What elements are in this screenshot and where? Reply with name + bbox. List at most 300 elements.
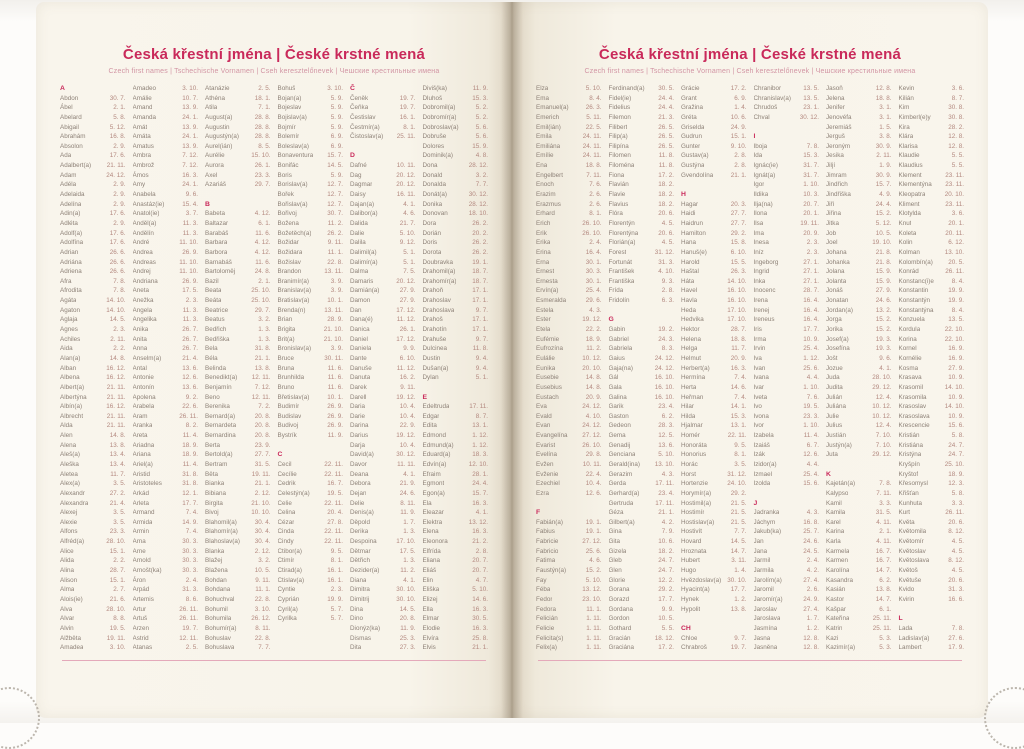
name-entry <box>899 479 965 489</box>
name-entry <box>205 132 271 142</box>
name-entry <box>205 421 271 431</box>
name-entry <box>423 267 489 277</box>
date-text: 2. 8. <box>661 287 674 295</box>
name-entry <box>754 614 820 624</box>
name-text: Celestýn(a) <box>277 489 310 497</box>
name-text: Boris <box>277 171 292 179</box>
date-text: 31. 5. <box>875 509 892 517</box>
name-text: Azariáš <box>205 181 226 189</box>
name-text: Hermína <box>681 374 706 382</box>
name-text: Diviš(ka) <box>422 85 447 92</box>
name-entry <box>133 624 199 634</box>
date-text: 30. 5. <box>472 615 488 623</box>
name-text: Inka <box>753 277 766 285</box>
date-text: 16. 1. <box>327 576 343 584</box>
name-entry <box>609 94 675 104</box>
date-text: 9. 5. <box>330 547 343 555</box>
name-entry <box>899 161 965 171</box>
name-text: Gilbert(a) <box>608 518 635 526</box>
name-entry <box>278 402 344 412</box>
name-entry <box>423 151 489 161</box>
name-entry <box>278 508 344 518</box>
name-text: Klotylda <box>898 210 921 218</box>
name-text: Cyril(a) <box>277 605 298 613</box>
date-text: 23. 11. <box>945 171 964 179</box>
name-text: Elena <box>422 528 439 536</box>
name-text: Johana <box>826 248 847 256</box>
name-text: Darius <box>350 432 369 440</box>
name-entry <box>278 296 344 306</box>
name-entry <box>536 200 602 210</box>
date-text: 7. 6. <box>589 181 602 189</box>
name-entry <box>350 556 416 566</box>
date-text: 21. 1. <box>730 171 747 179</box>
date-text: 10. 9. <box>948 412 964 420</box>
date-text: 24. 6. <box>875 297 892 305</box>
name-entry <box>681 296 747 306</box>
name-entry <box>278 325 344 335</box>
name-entry <box>350 585 416 595</box>
name-text: Dezider(a) <box>350 567 380 575</box>
date-text: 11. 10. <box>179 258 198 266</box>
name-entry <box>133 267 199 277</box>
date-text: 30. 9. <box>875 171 892 179</box>
page-title: Česká křestní jména | České krstné mená <box>122 46 426 63</box>
name-entry <box>60 229 126 239</box>
name-text: Kateřina <box>826 615 850 623</box>
date-text: 3. 7. <box>185 210 198 218</box>
date-text: 4. 11. <box>876 538 892 546</box>
name-text: Garik <box>608 403 624 411</box>
name-text: Iveta <box>753 393 768 401</box>
name-text: Abelard <box>60 113 82 121</box>
name-entry <box>609 460 675 470</box>
date-text: 10. 5. <box>254 567 271 575</box>
name-text: Fedora <box>536 605 556 613</box>
name-text: Karmen <box>826 557 849 565</box>
name-entry <box>536 344 602 354</box>
date-text: 15. 5. <box>730 258 747 266</box>
name-text: Ireneus <box>753 316 775 324</box>
name-entry <box>826 479 892 489</box>
name-text: Bystrík <box>277 432 297 440</box>
name-entry <box>350 421 416 431</box>
name-entry <box>609 229 675 239</box>
name-text: Anabela <box>132 191 156 199</box>
name-entry <box>350 431 416 441</box>
name-text: Erazim <box>536 191 556 199</box>
date-text: 3. 5. <box>113 480 126 488</box>
name-entry <box>754 431 820 441</box>
date-text: 9. 2. <box>185 393 198 401</box>
name-text: Bertold(a) <box>205 451 233 459</box>
name-entry <box>278 258 344 268</box>
date-text: 27. 12. <box>582 432 602 440</box>
date-text: 12. 11. <box>251 374 271 382</box>
date-text: 4. 2. <box>661 518 674 526</box>
name-text: Kristiána <box>898 441 923 449</box>
name-text: Evangelína <box>536 432 568 440</box>
name-text: Jorika <box>826 326 843 334</box>
date-text: 4. 2. <box>806 567 819 575</box>
name-entry <box>205 518 271 528</box>
name-entry <box>423 556 489 566</box>
name-text: Bořivoj <box>277 210 297 218</box>
name-entry <box>681 123 747 133</box>
name-entry <box>754 258 820 268</box>
name-text: Agnes <box>60 326 78 334</box>
date-text: 19. 11. <box>800 219 819 227</box>
name-entry <box>536 219 602 229</box>
date-text: 7. 12. <box>254 383 271 391</box>
date-text: 13. 11. <box>324 268 343 276</box>
date-text: 16. 8. <box>803 518 819 526</box>
date-text: 24. 12. <box>106 171 126 179</box>
name-text: Čestislav <box>350 113 376 121</box>
name-entry <box>609 171 675 181</box>
date-text: 21. 6. <box>109 595 126 603</box>
name-text: Elfrída <box>422 547 441 555</box>
name-text: Dag <box>350 171 362 179</box>
name-entry <box>60 460 126 470</box>
date-text: 4. 12. <box>254 248 271 256</box>
date-text: 14. 7. <box>875 595 892 603</box>
date-text: 5. 5. <box>951 152 964 160</box>
blank-row <box>278 634 344 644</box>
date-text: 19. 12. <box>396 432 416 440</box>
date-text: 25. 10. <box>944 460 964 468</box>
name-text: Edita <box>422 422 437 430</box>
name-entry <box>133 470 199 480</box>
date-text: 4. 3. <box>661 470 674 478</box>
name-entry <box>536 161 602 171</box>
name-entry <box>278 412 344 422</box>
name-entry <box>423 142 489 152</box>
name-entry <box>278 479 344 489</box>
name-text: Kryšpín <box>898 460 920 468</box>
name-text: Kašpar <box>826 605 846 613</box>
name-text: Aram <box>132 412 148 420</box>
name-text: Hektor <box>681 326 700 334</box>
date-text: 8. 12. <box>948 557 964 565</box>
name-text: Florián(a) <box>608 239 636 247</box>
name-text: Dětmar <box>350 547 371 555</box>
name-entry <box>133 180 199 190</box>
name-entry <box>754 161 820 171</box>
name-text: Jonáš <box>826 287 843 295</box>
name-text: Ambra <box>132 152 152 160</box>
date-text: 27. 9. <box>399 297 416 305</box>
name-text: Armand <box>132 509 155 517</box>
name-text: Gunter <box>681 142 701 150</box>
name-text: Juda <box>826 374 840 382</box>
name-entry <box>899 373 965 383</box>
name-entry <box>60 344 126 354</box>
name-text: Celina <box>277 509 296 517</box>
date-text: 21. 7. <box>399 219 416 227</box>
date-text: 18. 1. <box>254 94 271 102</box>
date-text: 22. 11. <box>324 460 343 468</box>
name-entry <box>754 94 820 104</box>
name-entry <box>205 142 271 152</box>
name-entry <box>681 171 747 181</box>
name-text: Danuše <box>350 364 372 372</box>
name-entry <box>754 634 820 644</box>
date-text: 3. 11. <box>731 557 747 565</box>
name-text: Genadij <box>608 441 631 449</box>
name-text: Darek <box>350 383 367 391</box>
name-entry <box>423 238 489 248</box>
name-entry <box>60 643 126 653</box>
date-text: 15. 2. <box>875 210 892 218</box>
name-text: Berta <box>205 441 221 449</box>
date-text: 14. 8. <box>585 383 602 391</box>
name-entry <box>536 267 602 277</box>
name-text: Astrid <box>132 634 149 642</box>
name-text: Hedvika <box>681 316 704 324</box>
name-entry <box>536 132 602 142</box>
date-text: 23. 3. <box>109 528 126 536</box>
date-text: 2. 9. <box>113 200 126 208</box>
name-text: Dětřich <box>350 557 370 565</box>
name-text: Doris <box>422 239 438 247</box>
date-text: 12. 4. <box>875 422 892 430</box>
date-text: 17. 6. <box>109 229 126 237</box>
name-entry <box>133 479 199 489</box>
name-entry <box>133 614 199 624</box>
name-text: Kosma <box>898 364 919 372</box>
name-text: Ezra <box>536 489 549 497</box>
name-entry <box>60 306 126 316</box>
date-text: 11. 8. <box>658 162 674 170</box>
date-text: 10. 11. <box>582 460 602 468</box>
name-entry <box>133 258 199 268</box>
name-entry <box>205 527 271 537</box>
name-entry <box>423 200 489 210</box>
name-entry <box>423 209 489 219</box>
name-text: Dionýz(ka) <box>350 624 381 632</box>
name-entry <box>754 576 820 586</box>
date-text: 6. 10. <box>730 248 747 256</box>
name-entry <box>423 219 489 229</box>
name-entry <box>681 499 747 509</box>
date-text: 28. 10. <box>106 538 126 546</box>
date-text: 10. 1. <box>327 297 343 305</box>
name-entry <box>350 595 416 605</box>
name-entry <box>826 190 892 200</box>
date-text: 11. 3. <box>182 306 198 314</box>
date-text: 4. 8. <box>475 152 488 160</box>
name-text: Jozue <box>826 364 843 372</box>
date-text: 27. 1. <box>803 258 819 266</box>
name-entry <box>205 508 271 518</box>
name-entry <box>205 479 271 489</box>
date-text: 19. 9. <box>948 297 964 305</box>
date-text: 23. 4. <box>658 489 674 497</box>
name-text: Emanuel(a) <box>536 104 569 112</box>
date-text: 19. 7. <box>399 104 416 112</box>
name-text: Gothard <box>608 624 632 632</box>
name-entry <box>60 402 126 412</box>
name-entry <box>754 113 820 123</box>
date-text: 7. 12. <box>182 162 198 170</box>
name-text: Fabius <box>536 528 555 536</box>
date-text: 20. 7. <box>472 567 488 575</box>
name-entry <box>278 585 344 595</box>
name-text: Bronislav(a) <box>277 345 312 353</box>
name-columns <box>512 75 988 653</box>
letter-header: I <box>753 133 756 141</box>
date-text: 29. 7. <box>254 181 271 189</box>
letter-header: J <box>753 499 758 507</box>
name-entry <box>350 132 416 142</box>
name-text: Alma <box>60 586 75 594</box>
name-entry <box>133 460 199 470</box>
date-text: 25. 11. <box>872 624 892 632</box>
date-text: 21. 11. <box>106 412 126 420</box>
name-text: Bibiana <box>205 489 227 497</box>
name-entry <box>205 489 271 499</box>
name-entry <box>681 527 747 537</box>
name-entry <box>60 238 126 248</box>
name-entry <box>536 614 602 624</box>
date-text: 20. 12. <box>396 171 416 179</box>
date-text: 3. 6. <box>951 210 964 218</box>
name-text: Dluhoš <box>422 94 443 102</box>
name-text: Drahomil(a) <box>422 268 456 276</box>
date-text: 6. 2. <box>879 576 892 584</box>
name-text: August(a) <box>205 113 233 121</box>
name-text: Adelína <box>60 200 82 208</box>
name-text: František <box>608 268 635 276</box>
date-text: 1. 11. <box>586 644 602 652</box>
date-text: 12. 8. <box>948 142 964 150</box>
date-text: 7. 7. <box>475 181 488 189</box>
name-text: Kunhuta <box>898 499 922 507</box>
date-text: 30. 3. <box>182 567 198 575</box>
name-text: Kazimír(a) <box>826 644 856 652</box>
date-text: 22. 6. <box>182 403 198 411</box>
name-entry <box>350 393 416 403</box>
name-text: Ingrid <box>753 268 770 276</box>
name-entry <box>423 180 489 190</box>
name-text: Darell <box>350 393 367 401</box>
name-entry <box>899 248 965 258</box>
name-text: Jana <box>753 547 768 555</box>
name-text: Eusebius <box>536 383 562 391</box>
name-entry <box>826 566 892 576</box>
name-text: Erich <box>536 219 551 227</box>
date-text: 18. 8. <box>585 162 602 170</box>
date-text: 21. 8. <box>875 248 892 256</box>
date-text: 16. 2. <box>399 374 416 382</box>
name-entry <box>826 151 892 161</box>
date-text: 20. 9. <box>730 354 747 362</box>
name-text: Květomír <box>898 538 924 546</box>
date-text: 16. 1. <box>399 113 416 121</box>
date-text: 7. 2. <box>258 403 271 411</box>
name-text: Cézar <box>277 518 295 526</box>
name-entry <box>205 643 271 653</box>
name-text: Ámos <box>132 171 149 179</box>
name-text: Dorián <box>422 229 442 237</box>
name-text: Drahuše <box>422 335 447 343</box>
name-entry <box>826 643 892 653</box>
date-text: 21. 11. <box>106 393 126 401</box>
name-entry <box>423 585 489 595</box>
name-entry <box>536 393 602 403</box>
name-text: Elektra <box>422 518 443 526</box>
name-entry <box>60 431 126 441</box>
name-text: Inocenc <box>753 287 776 295</box>
name-text: Barabáš <box>205 229 229 237</box>
name-text: Anna <box>132 345 148 353</box>
name-entry <box>826 585 892 595</box>
name-entry <box>133 508 199 518</box>
name-entry <box>826 547 892 557</box>
letter-header: CH <box>681 624 691 632</box>
name-entry <box>133 547 199 557</box>
date-text: 7. 1. <box>258 104 271 112</box>
name-text: Derika <box>350 528 369 536</box>
date-text: 2. 3. <box>806 239 819 247</box>
name-text: Cecílie <box>277 470 297 478</box>
date-text: 10. 5. <box>875 229 892 237</box>
name-entry <box>826 132 892 142</box>
name-entry <box>423 335 489 345</box>
name-text: Gaius <box>608 354 625 362</box>
name-text: Jenifer <box>826 104 845 112</box>
date-text: 26. 2. <box>472 219 488 227</box>
name-entry <box>60 624 126 634</box>
name-text: Eustach <box>536 393 559 401</box>
name-text: Kleopatra <box>898 191 926 199</box>
name-entry <box>536 547 602 557</box>
date-text: 6. 1. <box>258 219 271 227</box>
date-text: 16. 9. <box>948 354 964 362</box>
date-text: 2. 4. <box>589 239 602 247</box>
date-text: 12. 1. <box>182 489 198 497</box>
name-text: Ignát(a) <box>753 171 776 179</box>
name-entry <box>826 171 892 181</box>
name-entry <box>423 84 489 94</box>
name-text: Artemis <box>132 595 154 603</box>
name-entry <box>205 624 271 634</box>
date-text: 14. 10. <box>944 403 964 411</box>
name-text: Berenika <box>205 403 230 411</box>
name-text: Blahomil(a) <box>205 518 237 526</box>
date-text: 14. 5. <box>109 316 126 324</box>
date-text: 18. 2. <box>658 200 674 208</box>
name-entry <box>423 412 489 422</box>
date-text: 15. 1. <box>109 547 126 555</box>
name-text: Jenovéfa <box>826 113 852 121</box>
date-text: 4. 3. <box>806 509 819 517</box>
date-text: 9. 12. <box>399 239 416 247</box>
name-text: Arabela <box>132 403 155 411</box>
date-text: 9. 11. <box>327 239 343 247</box>
date-text: 15. 6. <box>803 480 819 488</box>
name-entry <box>826 354 892 364</box>
name-entry <box>133 306 199 316</box>
date-text: 8. 12. <box>948 528 964 536</box>
name-entry <box>350 238 416 248</box>
name-text: Fabián(a) <box>536 518 563 526</box>
name-entry <box>681 354 747 364</box>
name-text: Elza <box>536 85 549 92</box>
name-entry <box>681 373 747 383</box>
date-text: 21. 11. <box>106 422 126 430</box>
